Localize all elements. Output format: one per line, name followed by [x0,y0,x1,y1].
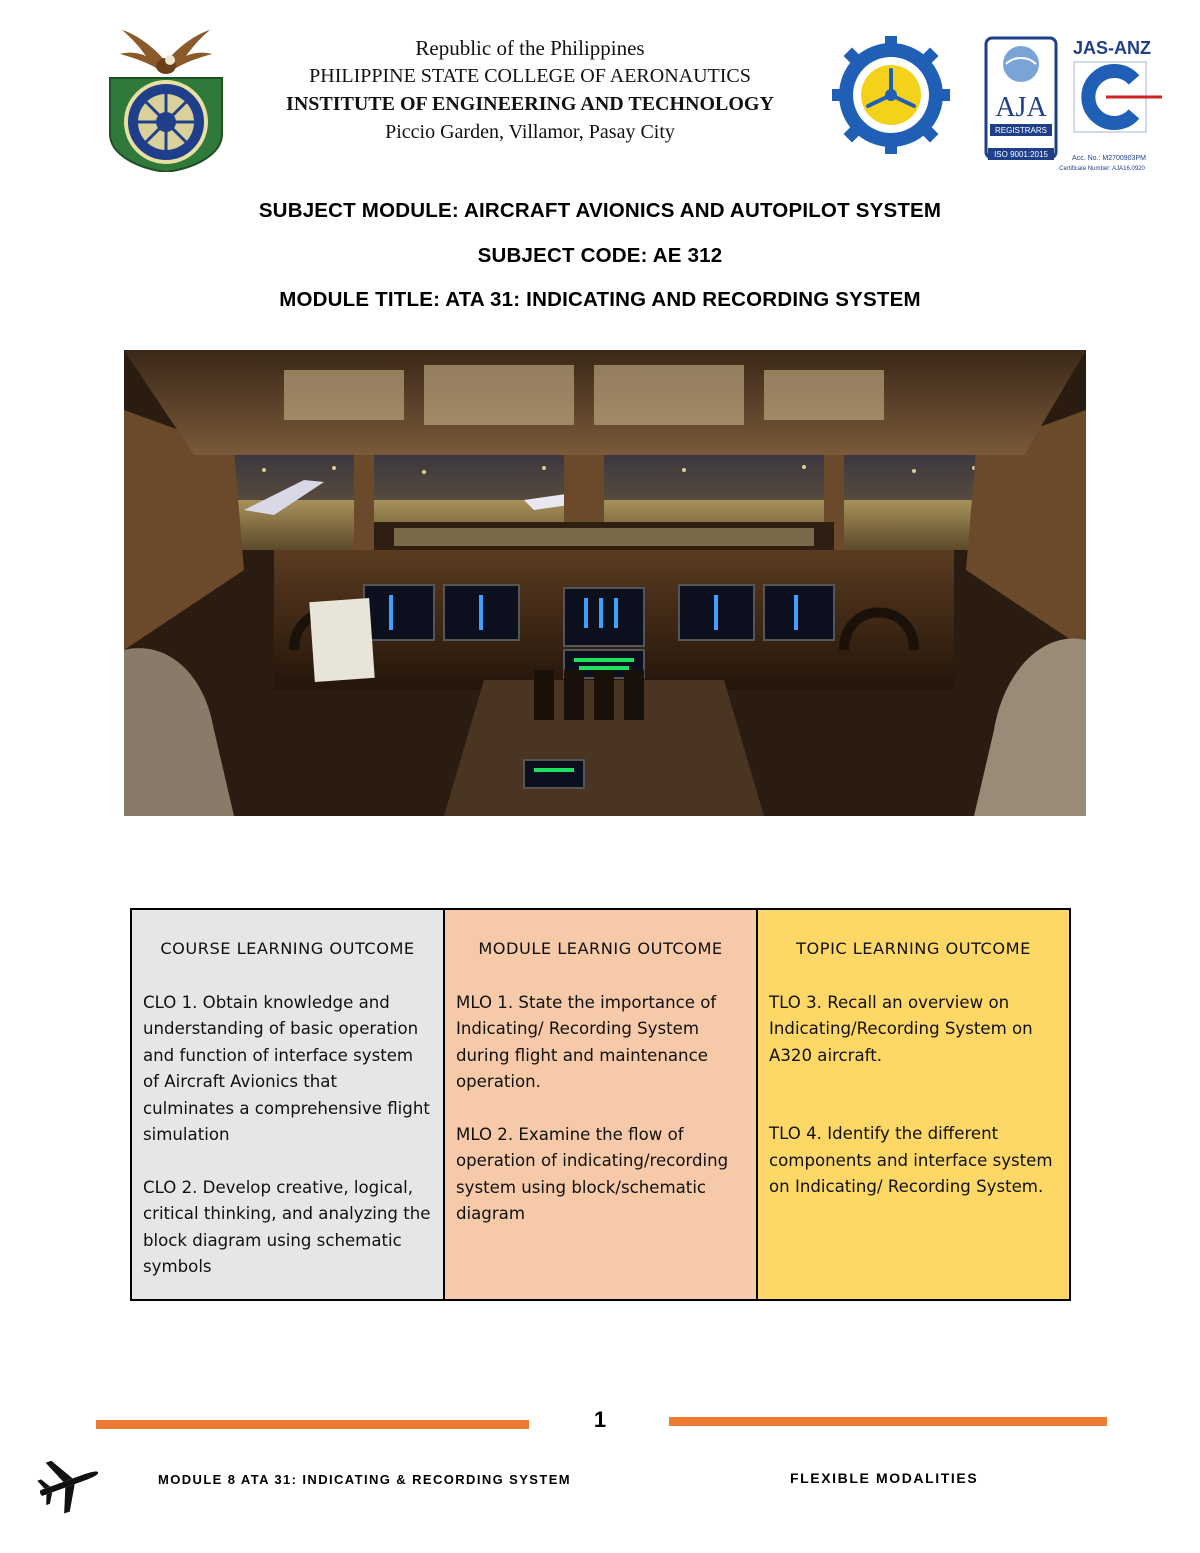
airplane-icon [36,1450,102,1516]
tlo-3: TLO 3. Recall an overview on Indicating/Recording System on A320 aircraft. [769,992,1033,1065]
course-outcome-heading: COURSE LEARNING OUTCOME [160,939,415,958]
acc-number-text: Acc. No.: M2700903PM [1072,155,1146,162]
jas-anz-text: JAS-ANZ [1072,38,1152,58]
course-outcome-column [132,910,443,1299]
module-outcome-heading: MODULE LEARNIG OUTCOME [478,939,723,958]
header-institute: INSTITUTE OF ENGINEERING AND TECHNOLOGY [286,93,774,115]
iso-text: ISO 9001:2015 [994,150,1048,159]
clo-2: CLO 2. Develop creative, logical, critical thinking, and analyzing the block diagram using schematic symbols [143,1177,431,1276]
mlo-2: MLO 2. Examine the flow of operation of indicating/recording system using block/schematic diagram [456,1124,729,1223]
header-republic: Republic of the Philippines [415,36,645,60]
learning-outcomes-table [130,908,1071,1301]
cockpit-photo [124,350,1086,816]
topic-outcome-column [756,910,1069,1299]
cert-number-text: Certificate Number: AJA16.0920 [1059,166,1145,172]
institution-header [230,34,830,146]
module-outcome-column [443,910,756,1299]
topic-outcome-heading: TOPIC LEARNING OUTCOME [796,939,1031,958]
mlo-1: MLO 1. State the importance of Indicating/ Recording System during flight and maintenance operation. [456,992,717,1091]
header-address: Piccio Garden, Villamor, Pasay City [385,121,675,143]
footer-module-label: MODULE 8 ATA 31: INDICATING & RECORDING SYSTEM [158,1472,572,1487]
footer-modalities-label: FLEXIBLE MODALITIES [790,1470,979,1486]
clo-1: CLO 1. Obtain knowledge and understanding of basic operation and function of interface system of Aircraft Avionics that culminates a comprehensive flight simulation [143,992,430,1144]
page-number: 1 [593,1407,607,1432]
aja-iso-certification-icon [984,36,1164,176]
subject-module-title: SUBJECT MODULE: AIRCRAFT AVIONICS AND AUTOPILOT SYSTEM [258,199,942,222]
module-title: MODULE TITLE: ATA 31: INDICATING AND RECORDING SYSTEM [279,288,921,311]
footer-bar-left [96,1420,529,1429]
aja-text: AJA [995,92,1047,123]
psca-eagle-seal-icon [100,22,232,172]
engineering-gear-seal-icon [832,34,950,156]
header-college: PHILIPPINE STATE COLLEGE OF AERONAUTICS [309,65,751,87]
aja-registrars-text: REGISTRARS [994,126,1048,135]
subject-code-title: SUBJECT CODE: AE 312 [477,244,723,267]
footer-bar-right [669,1417,1107,1426]
tlo-4: TLO 4. Identify the different components and interface system on Indicating/ Recording System. [769,1124,1053,1196]
